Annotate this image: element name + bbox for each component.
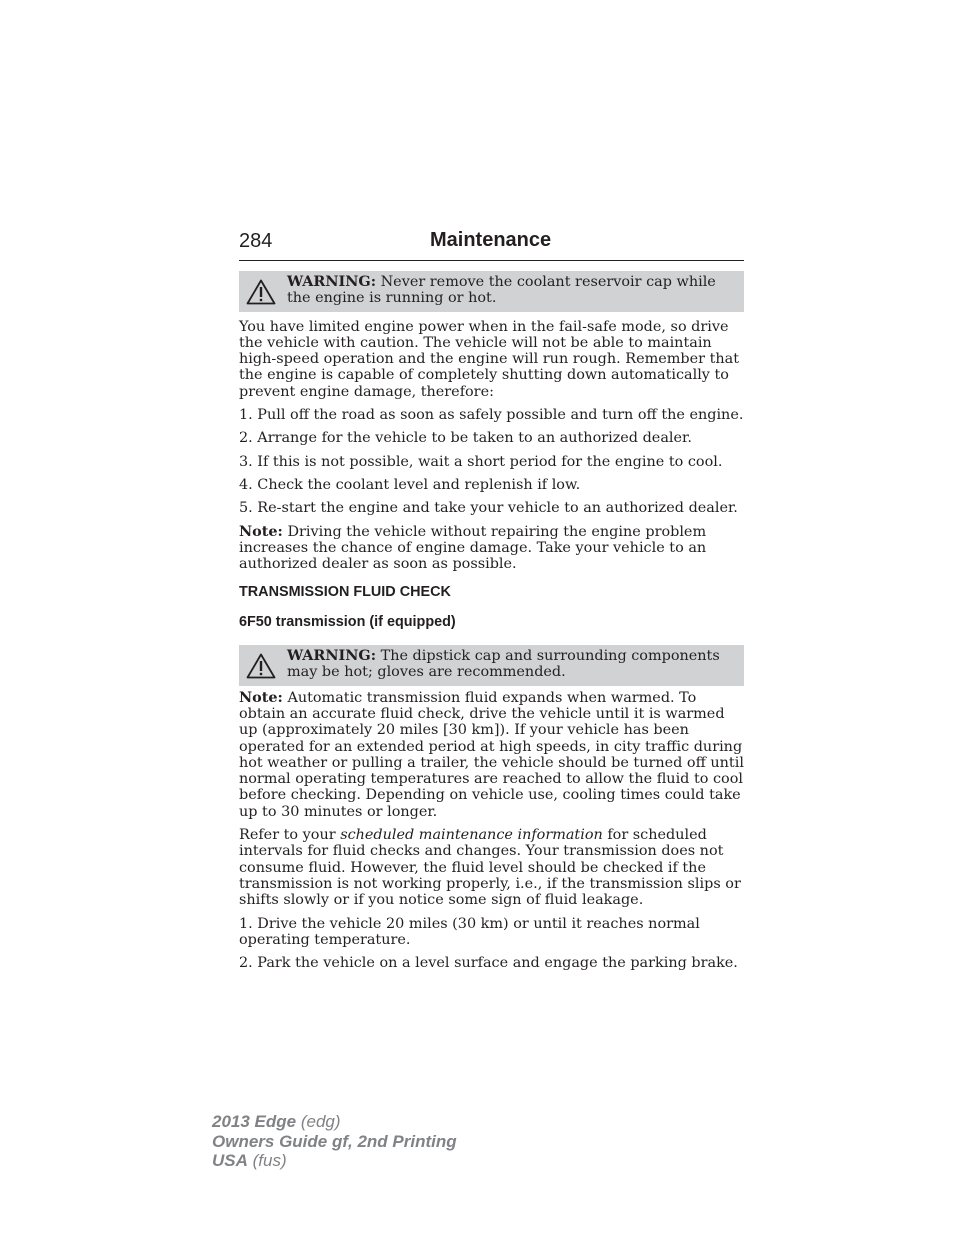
note-paragraph <box>239 690 744 820</box>
list-item: 3. If this is not possible, wait a short period for the engine to cool. <box>239 453 723 470</box>
page-footer <box>212 1112 457 1171</box>
warning-box-dipstick <box>239 645 744 686</box>
list-item: 2. Arrange for the vehicle to be taken to an authorized dealer. <box>239 430 692 447</box>
page-content <box>239 271 744 971</box>
list-item: 1. Drive the vehicle 20 miles (30 km) or until it reaches normal operating temperature. <box>239 915 700 948</box>
footer-model: 2013 Edge <box>212 1112 297 1131</box>
footer-market: USA <box>212 1151 248 1170</box>
warning-label: WARNING: <box>287 273 377 290</box>
footer-model-code: (edg) <box>296 1112 341 1131</box>
sub-heading: 6F50 transmission (if equipped) <box>239 613 456 630</box>
list-item: 1. Pull off the road as soon as safely possible and turn off the engine. <box>239 407 744 424</box>
footer-line-market <box>212 1151 457 1171</box>
section-heading: TRANSMISSION FLUID CHECK <box>239 584 451 601</box>
list-item: 2. Park the vehicle on a level surface and engage the parking brake. <box>239 955 738 972</box>
refer-italic: scheduled maintenance information <box>340 827 603 844</box>
note-text: Automatic transmission fluid expands when warmed. To obtain an accurate fluid check, drive the vehicle until it is warmed up (approximately 20 miles [30 km]). If your vehicle has been operated for an extended period at high speeds, in city traffic during hot weather or pulling a trailer, the vehicle should be turned off until normal operating temperatures are reached to allow the fluid to cool before checking. Depending on vehicle use, cooling times could take up to 30 minutes or longer. <box>239 689 744 820</box>
refer-prefix: Refer to your <box>239 827 341 844</box>
page-header <box>239 228 744 261</box>
note-label: Note: <box>239 522 283 540</box>
note-paragraph <box>239 524 744 573</box>
section-title: Maintenance <box>430 229 552 251</box>
warning-triangle-icon <box>246 653 276 679</box>
list-item: 4. Check the coolant level and replenish if low. <box>239 476 581 493</box>
warning-text: Never remove the coolant reservoir cap while the engine is running or hot. <box>287 274 716 307</box>
warning-text: The dipstick cap and surrounding components may be hot; gloves are recommended. <box>287 648 720 681</box>
warning-triangle-icon <box>246 279 276 305</box>
warning-box-coolant <box>239 271 744 312</box>
warning-label: WARNING: <box>287 647 377 665</box>
refer-suffix: for scheduled intervals for fluid checks and changes. Your transmission does not consume fluid. However, the fluid level should be checked if the transmission is not working properly, i.e., if the transmission slips or shifts slowly or if you notice some sign of fluid leakage. <box>239 827 741 909</box>
refer-paragraph <box>239 827 744 908</box>
intro-paragraph: You have limited engine power when in the fail-safe mode, so drive the vehicle with caution. The vehicle will not be able to maintain high-speed operation and the engine will run rough. Remember that the engine is capable of completely shutting down automatically to prevent engine damage, therefore: <box>239 318 739 400</box>
note-label: Note: <box>239 688 283 706</box>
footer-guide: Owners Guide gf, 2nd Printing <box>212 1131 457 1151</box>
note-text: Driving the vehicle without repairing the engine problem increases the chance of engine damage. Take your vehicle to an authorized dealer as soon as possible. <box>239 523 707 573</box>
footer-line-model <box>212 1112 457 1132</box>
footer-market-code: (fus) <box>247 1151 287 1170</box>
page-number: 284 <box>239 230 273 252</box>
list-item: 5. Re-start the engine and take your vehicle to an authorized dealer. <box>239 500 738 517</box>
